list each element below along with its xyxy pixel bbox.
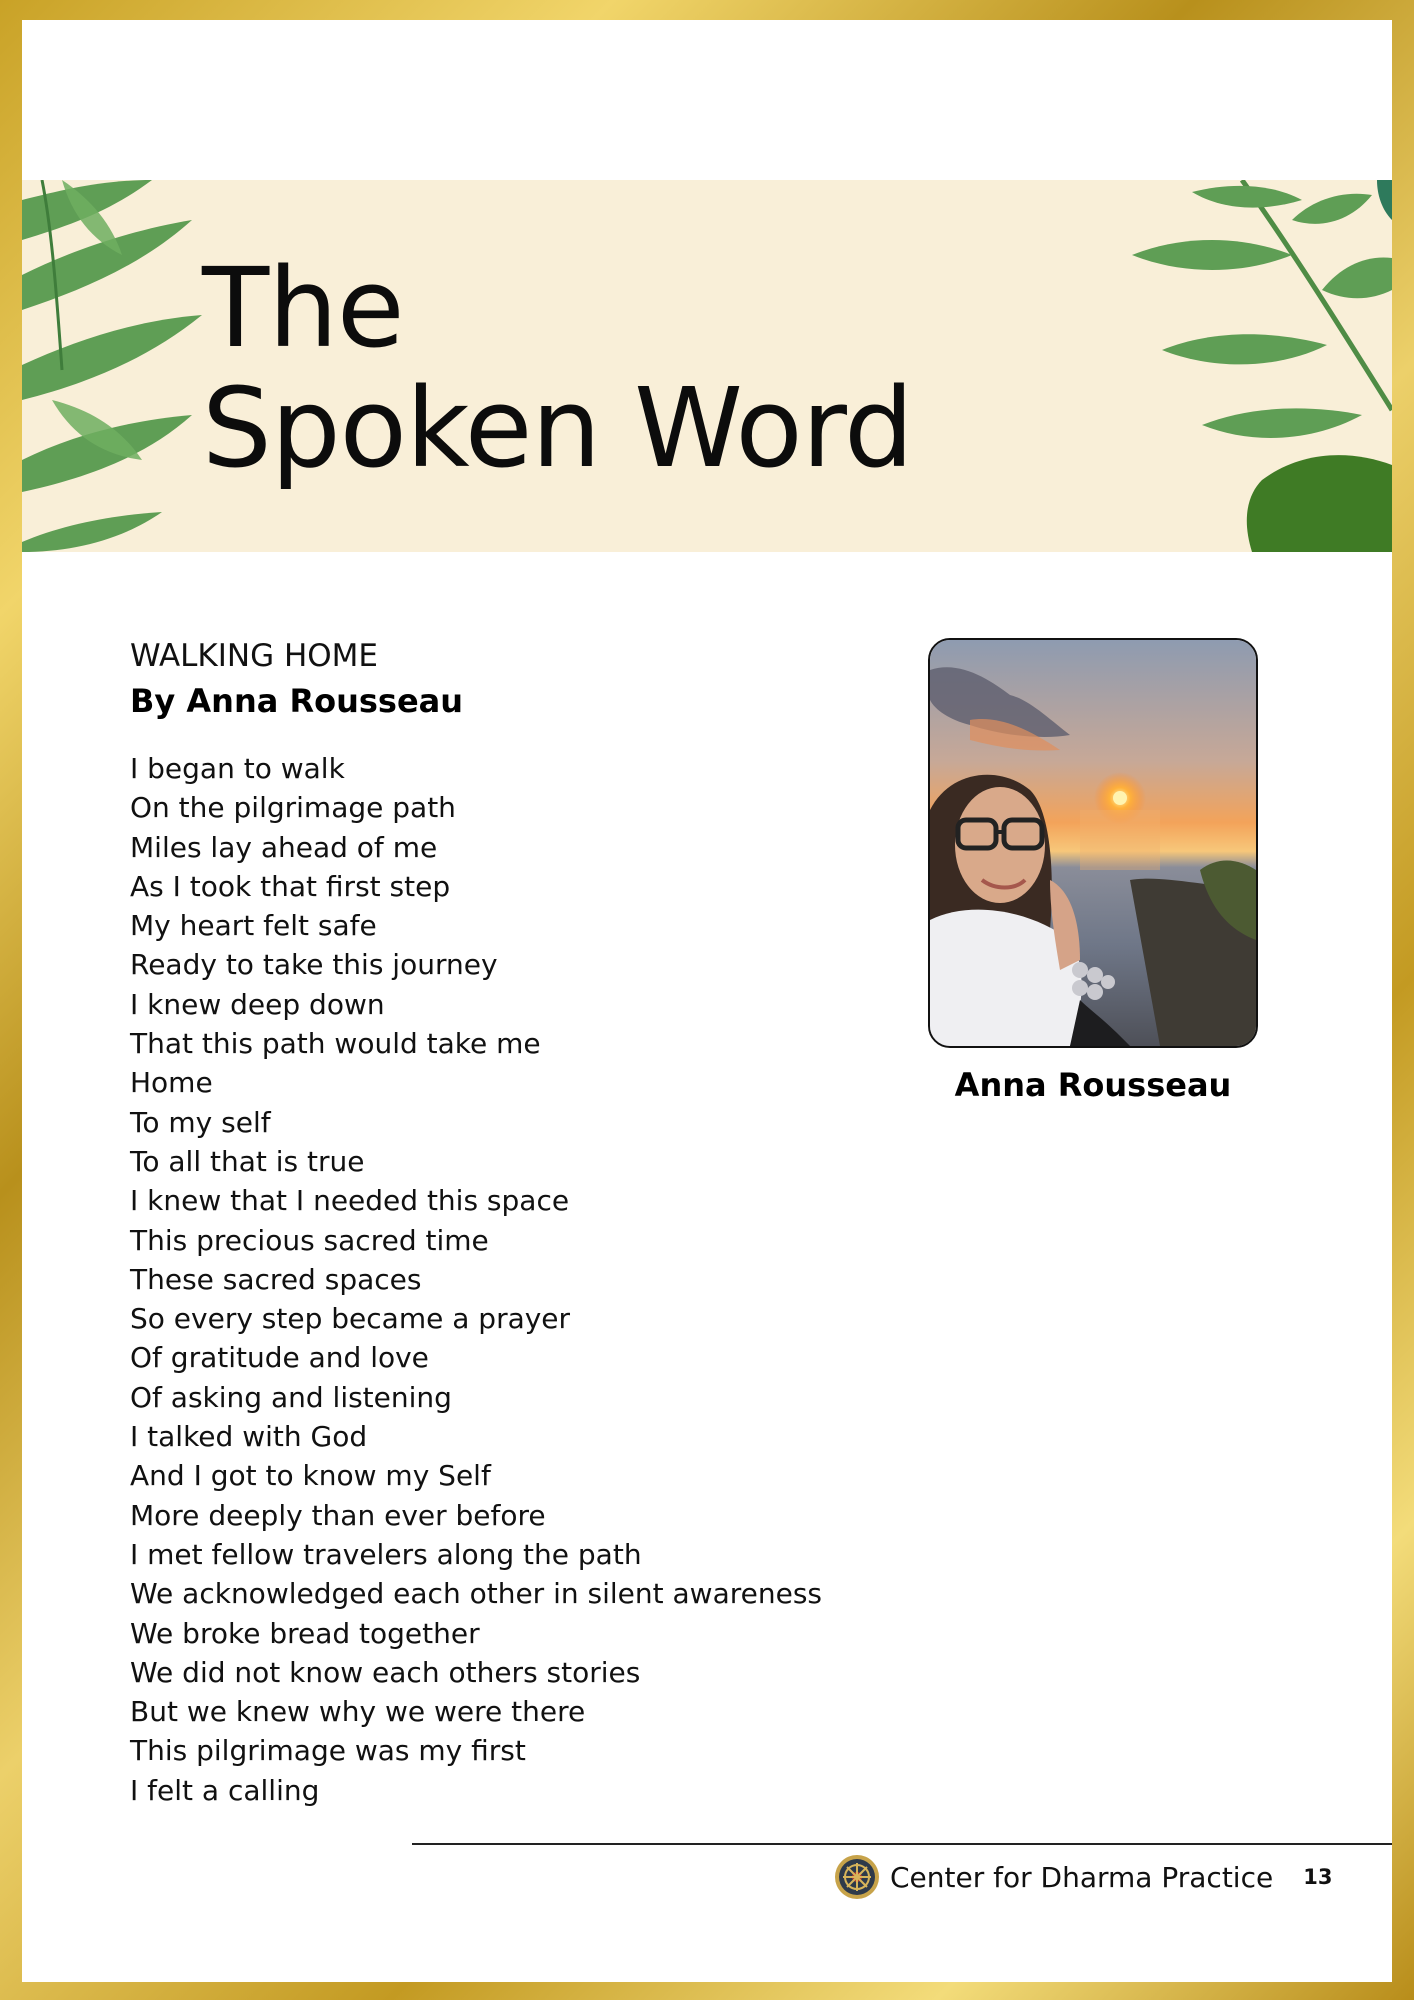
dharma-emblem-icon — [834, 1854, 880, 1900]
poem-line: I talked with God — [130, 1420, 368, 1454]
header-banner — [22, 180, 1392, 552]
page-title-line2: Spoken Word — [202, 364, 913, 492]
poem-body — [130, 749, 822, 1810]
poem-line: So every step became a prayer — [130, 1302, 571, 1336]
poem-line: I knew that I needed this space — [130, 1184, 570, 1218]
poem-title: WALKING HOME — [130, 638, 379, 674]
poem-line: I met fellow travelers along the path — [130, 1537, 642, 1571]
poem-line: These sacred spaces — [130, 1262, 422, 1296]
poem-line: Of asking and listening — [130, 1380, 452, 1414]
author-photo — [928, 638, 1258, 1048]
poem-line: That this path would take me — [130, 1027, 541, 1061]
page-number: 13 — [1303, 1865, 1333, 1889]
poem-line: This precious sacred time — [130, 1223, 489, 1257]
poem-line: On the pilgrimage path — [130, 791, 456, 825]
footer — [834, 1852, 1332, 1902]
page-title-line1: The — [202, 244, 404, 372]
poem-line: I felt a calling — [130, 1773, 320, 1807]
author-photo-caption: Anna Rousseau — [954, 1066, 1232, 1104]
poem-line: We acknowledged each other in silent awareness — [130, 1577, 823, 1611]
poem-byline: By Anna Rousseau — [130, 682, 464, 720]
footer-org-name: Center for Dharma Practice — [890, 1860, 1274, 1894]
poem-line: To my self — [130, 1105, 271, 1139]
poem-line: We broke bread together — [130, 1616, 480, 1650]
poem-line: This pilgrimage was my first — [130, 1734, 526, 1768]
poem-line: Of gratitude and love — [130, 1341, 429, 1375]
poem-line: But we knew why we were there — [130, 1695, 586, 1729]
poem-line: As I took that first step — [130, 869, 451, 903]
poem-line: I began to walk — [130, 752, 345, 785]
poem-line: To all that is true — [130, 1144, 365, 1178]
poem-line: Home — [130, 1066, 213, 1100]
poem-line: My heart felt safe — [130, 909, 377, 943]
right-leaves-decoration — [1092, 180, 1392, 552]
page-title — [202, 244, 913, 492]
poem-line: I knew deep down — [130, 987, 385, 1021]
page-content — [22, 20, 1392, 1982]
poem-line: We did not know each others stories — [130, 1655, 641, 1689]
footer-divider — [412, 1843, 1392, 1845]
poem-line: More deeply than ever before — [130, 1498, 546, 1532]
poem-line: Miles lay ahead of me — [130, 830, 438, 864]
poem-line: And I got to know my Self — [130, 1459, 491, 1493]
poem-line: Ready to take this journey — [130, 948, 498, 982]
